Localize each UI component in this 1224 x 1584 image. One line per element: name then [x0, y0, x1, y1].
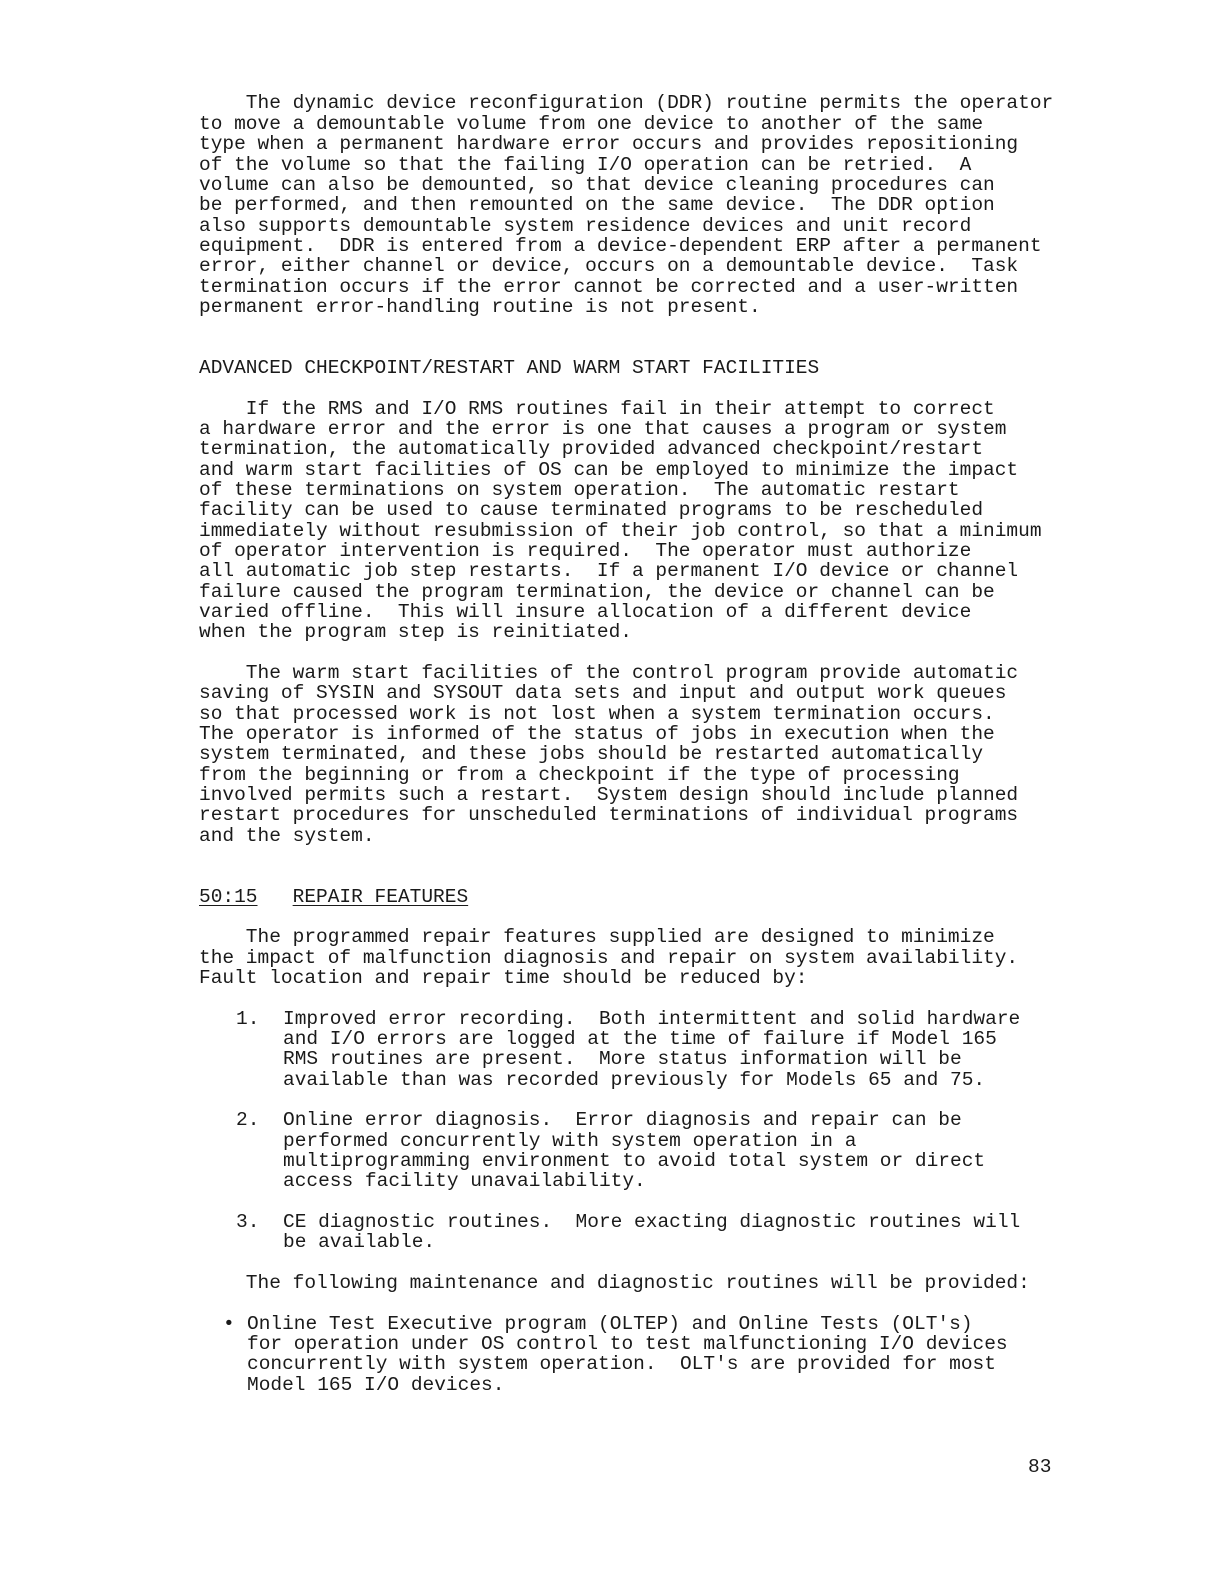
text-line: and I/O errors are logged at the time of failure if Model 165 — [283, 1028, 997, 1050]
text-line: The warm start facilities of the control program provide automatic — [199, 662, 1019, 684]
text-line: the impact of malfunction diagnosis and repair on system availability. — [199, 947, 1019, 969]
text-line: available than was recorded previously for Models 65 and 75. — [283, 1069, 986, 1091]
text-line: The dynamic device reconfiguration (DDR) routine permits the operator — [199, 92, 1054, 114]
paragraph-routines-intro: The following maintenance and diagnostic routines will be provided: — [199, 1272, 1030, 1294]
section-heading-repair-features — [199, 887, 468, 907]
page-number: 83 — [1028, 1456, 1052, 1478]
text-line: system terminated, and these jobs should be restarted automatically — [199, 743, 984, 765]
text-line: type when a permanent hardware error occurs and provides repositioning — [199, 133, 1019, 155]
text-line: for operation under OS control to test malfunctioning I/O devices — [247, 1333, 1008, 1355]
text-line: from the beginning or from a checkpoint if the type of processing — [199, 764, 960, 786]
text-line: error, either channel or device, occurs on a demountable device. Task — [199, 255, 1019, 277]
text-line: multiprogramming environment to avoid total system or direct — [283, 1150, 986, 1172]
list-marker: 3. — [236, 1211, 260, 1233]
text-line: The operator is informed of the status of jobs in execution when the — [199, 723, 995, 745]
text-line: CE diagnostic routines. More exacting diagnostic routines will — [283, 1211, 1021, 1233]
text-line: saving of SYSIN and SYSOUT data sets and input and output work queues — [199, 682, 1007, 704]
text-line: all automatic job step restarts. If a permanent I/O device or channel — [199, 560, 1019, 582]
text-line: RMS routines are present. More status information will be — [283, 1048, 962, 1070]
text-line: Model 165 I/O devices. — [247, 1374, 505, 1396]
text-line: of operator intervention is required. The operator must authorize — [199, 540, 972, 562]
text-line: immediately without resubmission of their job control, so that a minimum — [199, 520, 1042, 542]
bullet-marker: • — [223, 1313, 235, 1335]
text-line: failure caused the program termination, the device or channel can be — [199, 581, 995, 603]
text-line: Online Test Executive program (OLTEP) and Online Tests (OLT's) — [247, 1313, 973, 1335]
text-line: Fault location and repair time should be reduced by: — [199, 967, 808, 989]
list-marker: 2. — [236, 1109, 260, 1131]
section-number: 50:15 — [199, 886, 258, 908]
text-line: and warm start facilities of OS can be employed to minimize the impact — [199, 459, 1019, 481]
text-line: of the volume so that the failing I/O operation can be retried. A — [199, 154, 972, 176]
text-line: so that processed work is not lost when a system termination occurs. — [199, 703, 995, 725]
text-line: be available. — [283, 1231, 436, 1253]
text-line: termination occurs if the error cannot be corrected and a user-written — [199, 276, 1019, 298]
text-line: access facility unavailability. — [283, 1170, 646, 1192]
text-line: The programmed repair features supplied are designed to minimize — [199, 926, 995, 948]
text-line: varied offline. This will insure allocation of a different device — [199, 601, 972, 623]
text-line: to move a demountable volume from one device to another of the same — [199, 113, 984, 135]
text-line: permanent error-handling routine is not present. — [199, 296, 761, 318]
text-line: equipment. DDR is entered from a device-dependent ERP after a permanent — [199, 235, 1042, 257]
text-line: and the system. — [199, 825, 375, 847]
text-line: when the program step is reinitiated. — [199, 621, 632, 643]
text-line: of these terminations on system operation. The automatic restart — [199, 479, 960, 501]
section-title: REPAIR FEATURES — [292, 886, 469, 908]
text-line: performed concurrently with system operation in a — [283, 1130, 857, 1152]
text-line: involved permits such a restart. System design should include planned — [199, 784, 1019, 806]
text-line: Improved error recording. Both intermittent and solid hardware — [283, 1008, 1021, 1030]
section-heading-checkpoint-restart: ADVANCED CHECKPOINT/RESTART AND WARM START FACILITIES — [199, 357, 820, 379]
text-line: also supports demountable system residence devices and unit record — [199, 215, 972, 237]
list-marker: 1. — [236, 1008, 260, 1030]
text-line: facility can be used to cause terminated programs to be rescheduled — [199, 499, 984, 521]
text-line: If the RMS and I/O RMS routines fail in their attempt to correct — [199, 398, 995, 420]
text-line: concurrently with system operation. OLT's are provided for most — [247, 1353, 996, 1375]
text-line: termination, the automatically provided advanced checkpoint/restart — [199, 438, 984, 460]
text-line: restart procedures for unscheduled terminations of individual programs — [199, 804, 1019, 826]
text-line: Online error diagnosis. Error diagnosis and repair can be — [283, 1109, 962, 1131]
text-line: volume can also be demounted, so that device cleaning procedures can — [199, 174, 995, 196]
text-line: be performed, and then remounted on the same device. The DDR option — [199, 194, 995, 216]
text-line: a hardware error and the error is one that causes a program or system — [199, 418, 1007, 440]
